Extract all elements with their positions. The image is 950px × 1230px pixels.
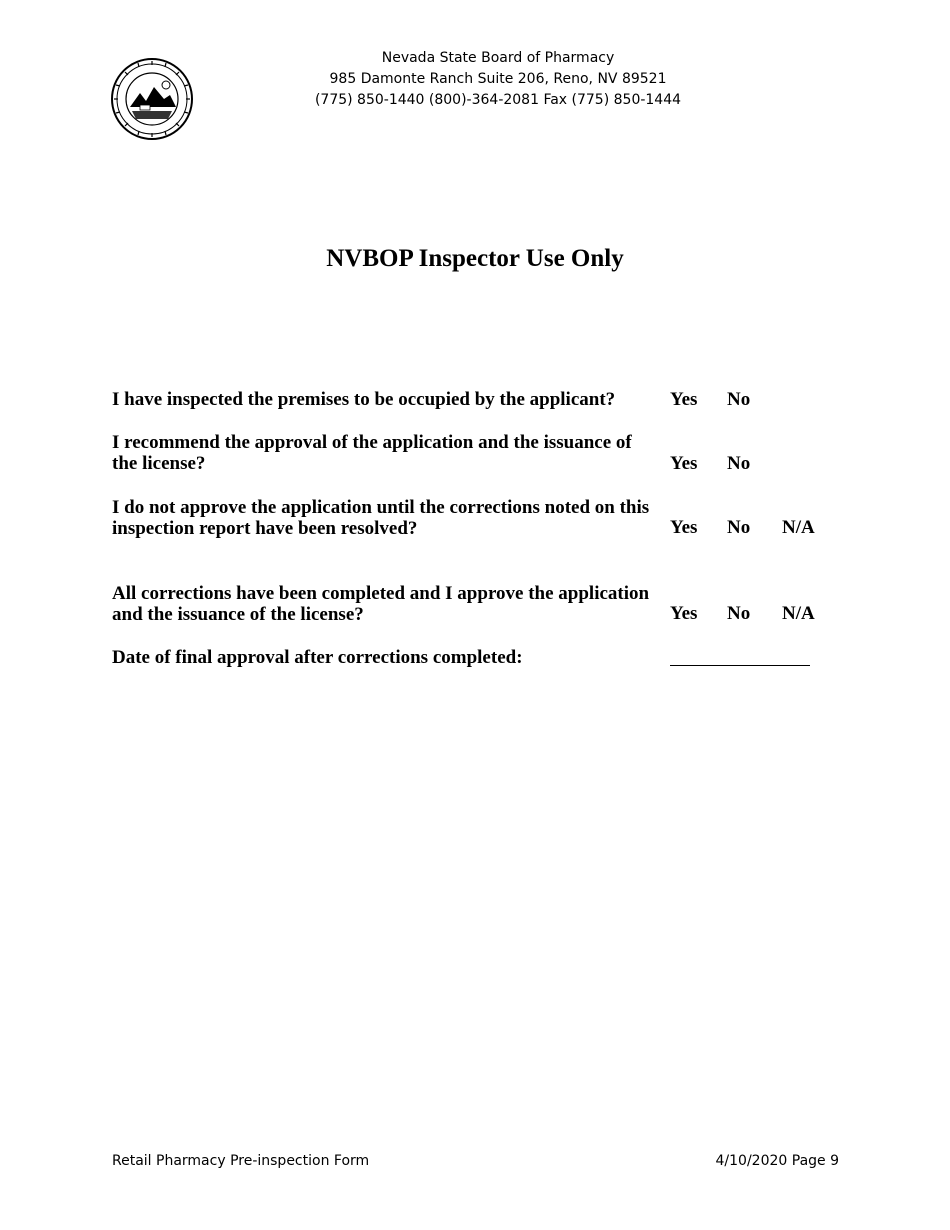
question-premises-inspected: I have inspected the premises to be occupied by the applicant? [112, 389, 616, 410]
date-final-approval-field[interactable] [670, 648, 810, 666]
date-final-approval-label: Date of final approval after corrections completed: [112, 647, 523, 668]
org-phones: (775) 850-1440 (800)-364-2081 Fax (775) 850-1444 [314, 92, 682, 108]
option-na[interactable]: N/A [782, 517, 815, 538]
option-no[interactable]: No [727, 389, 751, 410]
option-no[interactable]: No [727, 603, 751, 624]
option-yes[interactable]: Yes [670, 453, 698, 474]
option-yes[interactable]: Yes [670, 389, 698, 410]
org-name: Nevada State Board of Pharmacy [381, 50, 615, 66]
page-title: NVBOP Inspector Use Only [326, 245, 624, 272]
footer-date-page: 4/10/2020 Page 9 [715, 1153, 839, 1169]
org-address: 985 Damonte Ranch Suite 206, Reno, NV 89521 [329, 71, 667, 87]
question-corrections-completed: All corrections have been completed and I approve the application and the issuance of the license? [112, 583, 650, 625]
question-recommend-approval: I recommend the approval of the application and the issuance of the license? [112, 432, 632, 474]
option-yes[interactable]: Yes [670, 603, 698, 624]
state-seal-icon [110, 57, 194, 141]
option-na[interactable]: N/A [782, 603, 815, 624]
option-no[interactable]: No [727, 453, 751, 474]
option-no[interactable]: No [727, 517, 751, 538]
footer-form-name: Retail Pharmacy Pre-inspection Form [112, 1153, 370, 1169]
option-yes[interactable]: Yes [670, 517, 698, 538]
question-not-approve: I do not approve the application until the corrections noted on this inspection report have been resolved? [112, 497, 650, 539]
letterhead [250, 48, 746, 111]
